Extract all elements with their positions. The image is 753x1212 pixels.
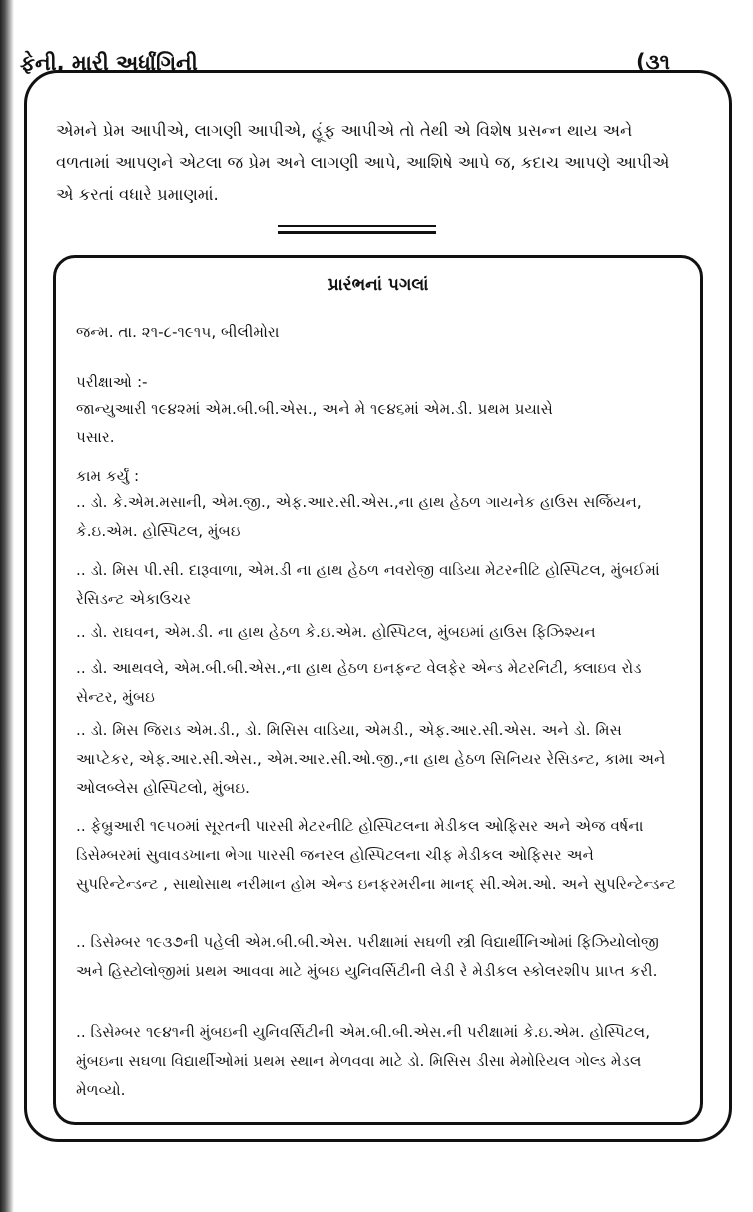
exams-line: પસાર. bbox=[76, 428, 115, 446]
biography-box bbox=[53, 255, 703, 1125]
running-header-title: ફેની, મારી અર્ધાંગિની bbox=[20, 51, 198, 75]
work-item: .. ડો. મિસ પી.સી. દારૂવાળા, એમ.ડી ના હાથ હેઠળ નવરોજી વાડિયા મેટરનીટિ હોસ્પિટલ, મુંબઈમાં રેસિડન્ટ એકાઉચર bbox=[76, 561, 660, 608]
page-number: (૩૧ bbox=[636, 50, 670, 74]
work-item: .. ફેબ્રુઆરી ૧૯૫૦માં સૂરતની પારસી મેટરનીટિ હોસ્પિટલના મેડીકલ ઓફિસર અને એજ વર્ષના ડિસેમ્બરમાં સુવાવડખાના ભેગા પારસી જનરલ હોસ્પિટલના ચીફ મેડીકલ ઓફિસર અને સુપરિન્ટેન્ડન્ટ , સાથોસાથ નરીમાન હોમ એન્ડ ઇનફરમરીના માનદ્ સી.એમ.ઓ. અને સુપરિન્ટેન્ડન્ટ bbox=[76, 817, 676, 893]
exams-line: જાન્યુઆરી ૧૯૪૨માં એમ.બી.બી.એસ., અને મે ૧૯૪૬માં એમ.ડી. પ્રથમ પ્રયાસે bbox=[76, 400, 553, 418]
work-item: .. ડો. આથવલે, એમ.બી.બી.એસ.,ના હાથ હેઠળ ઇનફન્ટ વેલફેર એન્ડ મેટરનિટી, ક્લાઇવ રોડ સેન્ટર, મુંબઇ bbox=[76, 659, 642, 706]
work-item: .. ડો. કે.એમ.મસાની, એમ.જી., એફ.આર.સી.એસ.,ના હાથ હેઠળ ગાયનેક હાઉસ સર્જિયન, કે.ઇ.એમ. હોસ્પિટલ, મુંબઇ bbox=[76, 493, 642, 540]
section-divider-top bbox=[278, 225, 436, 227]
box-title: પ્રારંભનાં પગલાં bbox=[327, 275, 429, 295]
exams-heading: પરીક્ષાઓ :- bbox=[76, 373, 148, 391]
section-divider-bottom bbox=[278, 231, 436, 234]
work-item: .. ડિસેમ્બર ૧૯૩૭ની પહેલી એમ.બી.બી.એસ. પરીક્ષામાં સઘળી સ્ત્રી વિદ્યાર્થીનિઓમાં ફિઝિયોલોજી અને હિસ્ટોલોજીમાં પ્રથમ આવવા માટે મુંબઇ યુનિવર્સિટીની લેડી રે મેડીકલ સ્કોલરશીપ પ્રાપ્ત કરી. bbox=[76, 933, 660, 980]
work-heading: કામ કર્યું : bbox=[76, 467, 140, 485]
intro-paragraph: એમને પ્રેમ આપીએ, લાગણી આપીએ, હૂંફ આપીએ તો તેથી એ વિશેષ પ્રસન્ન થાય અને વળતામાં આપણને એટલા જ પ્રેમ અને લાગણી આપે, આશિષે આપે જ, કદાચ આપણે આપીએ એ કરતાં વધારે પ્રમાણમાં. bbox=[56, 121, 670, 204]
work-item: .. ડિસેમ્બર ૧૯૪૧ની મુંબઇની યુનિવર્સિટીની એમ.બી.બી.એસ.ની પરીક્ષામાં કે.ઇ.એમ. હોસ્પિટલ, મુંબઇના સઘળા વિદ્યાર્થીઓમાં પ્રથમ સ્થાન મેળવવા માટે ડો. મિસિસ ડીસા મેમોરિયલ ગોલ્ડ મેડલ મેળવ્યો. bbox=[76, 1023, 651, 1099]
work-item: .. ડો. મિસ જિરાડ એમ.ડી., ડો. મિસિસ વાડિયા, એમડી., એફ.આર.સી.એસ. અને ડો. મિસ આપ્ટેકર, એફ.આર.સી.એસ., એમ.આર.સી.ઓ.જી.,ના હાથ હેઠળ સિનિયર રેસિડન્ટ, કામા અને ઓલબ્લેસ હોસ્પિટલો, મુંબઇ. bbox=[76, 721, 666, 797]
page-binding-edge bbox=[0, 0, 14, 1212]
work-item: .. ડો. રાઘવન, એમ.ડી. ના હાથ હેઠળ કે.ઇ.એમ. હોસ્પિટલ, મુંબઇમાં હાઉસ ફિઝિશ્યન bbox=[76, 623, 596, 641]
birth-line: જન્મ. તા. ૨૧-૮-૧૯૧૫, બીલીમોરા bbox=[76, 323, 280, 341]
